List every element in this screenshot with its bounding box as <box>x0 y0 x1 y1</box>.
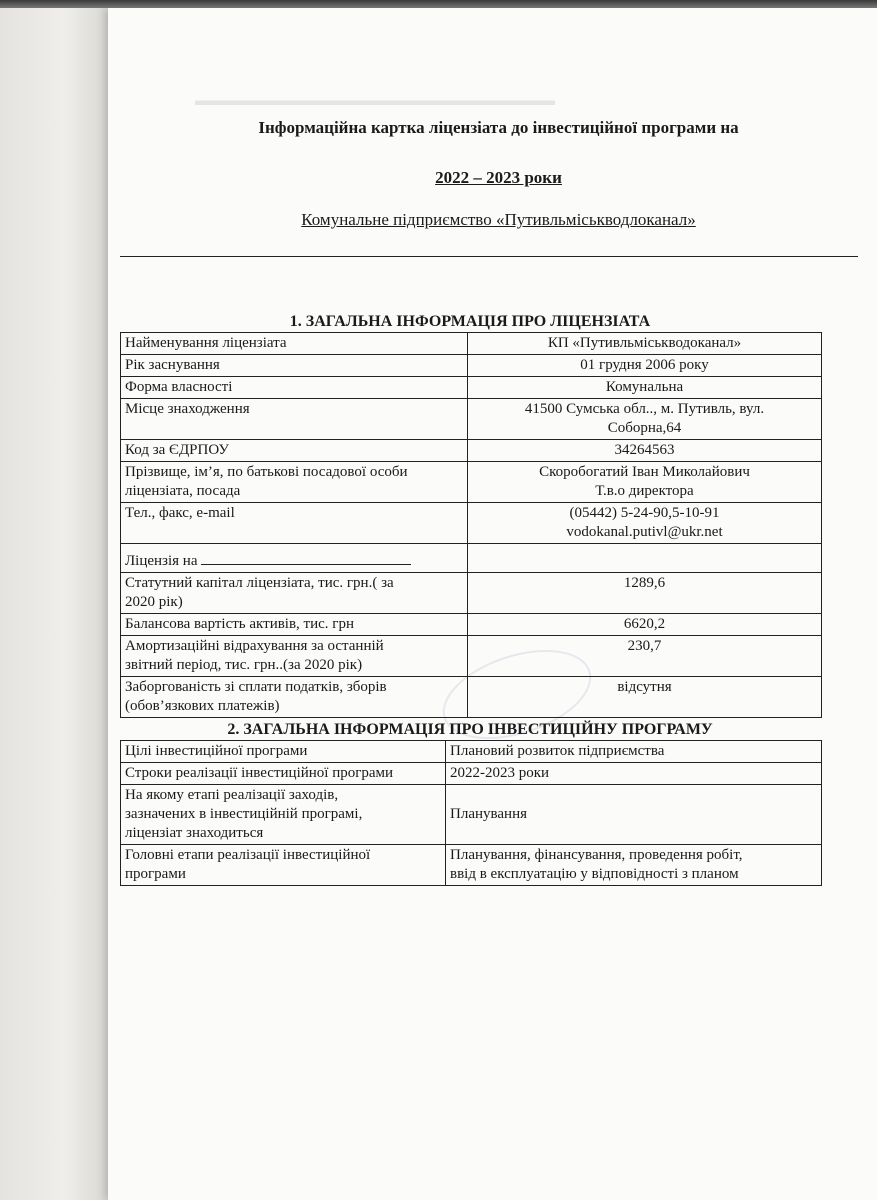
company-name: Комунальне підприємство «Путивльміськводлоканал» <box>301 210 696 229</box>
table-row <box>121 573 822 614</box>
address-line-2: Соборна,64 <box>607 420 682 436</box>
address-line-1: 41500 Сумська обл.., м. Путивль, вул. <box>524 401 765 417</box>
license-blank-line <box>201 552 411 565</box>
row-value: Комунальна <box>468 377 822 399</box>
row-value: 230,7 <box>468 636 822 677</box>
official-position: Т.в.о директора <box>595 483 694 499</box>
label-line-1: Амортизаційні відрахування за останній <box>125 638 384 654</box>
row-value: 1289,6 <box>468 573 822 614</box>
label-line-3: ліцензіат знаходиться <box>125 825 264 841</box>
row-label <box>121 785 446 845</box>
row-label: Форма власності <box>121 377 468 399</box>
table-row <box>121 440 822 462</box>
value-line-2: ввід в експлуатацію у відповідності з планом <box>450 866 739 882</box>
scan-top-border <box>0 0 877 8</box>
row-label: Код за ЄДРПОУ <box>121 440 468 462</box>
row-label: Тел., факс, e-mail <box>121 503 468 544</box>
title-rule <box>120 256 858 257</box>
table-row <box>121 845 822 886</box>
row-value <box>468 503 822 544</box>
row-value <box>468 462 822 503</box>
row-label <box>121 462 468 503</box>
row-value: 2022-2023 роки <box>446 763 822 785</box>
row-value: відсутня <box>468 677 822 718</box>
table-row <box>121 677 822 718</box>
table-row <box>121 333 822 355</box>
table-row <box>121 462 822 503</box>
row-value: 6620,2 <box>468 614 822 636</box>
official-name: Скоробогатий Іван Миколайович <box>539 464 750 480</box>
row-label: Найменування ліцензіата <box>121 333 468 355</box>
bleed-through: ▬▬▬▬▬▬▬▬▬▬▬▬▬▬▬▬▬▬▬▬▬▬▬▬ <box>195 92 555 109</box>
label-line-2: (обов’язкових платежів) <box>125 698 280 714</box>
row-label: Місце знаходження <box>121 399 468 440</box>
table-row <box>121 399 822 440</box>
row-label <box>121 845 446 886</box>
row-value <box>446 845 822 886</box>
table-row <box>121 503 822 544</box>
row-label <box>121 544 468 573</box>
row-label <box>121 677 468 718</box>
row-label <box>121 573 468 614</box>
license-label: Ліцензія на <box>125 553 198 569</box>
label-line-2: звітний період, тис. грн..(за 2020 рік) <box>125 657 363 673</box>
investment-program-table <box>120 740 822 886</box>
value-line-1: Планування, фінансування, проведення робіт, <box>450 847 743 863</box>
table-row <box>121 544 822 573</box>
label-line-2: ліцензіата, посада <box>125 483 241 499</box>
row-label: Балансова вартість активів, тис. грн <box>121 614 468 636</box>
phone-fax: (05442) 5-24-90,5-10-91 <box>569 505 720 521</box>
table-row <box>121 377 822 399</box>
section1-title: 1. ЗАГАЛЬНА ІНФОРМАЦІЯ ПРО ЛІЦЕНЗІАТА <box>289 313 651 330</box>
label-line-1: Головні етапи реалізації інвестиційної <box>125 847 371 863</box>
document-years: 2022 – 2023 роки <box>435 168 562 187</box>
label-line-2: зазначених в інвестиційній програмі, <box>125 806 363 822</box>
label-line-2: 2020 рік) <box>125 594 183 610</box>
table-row <box>121 741 822 763</box>
row-value <box>468 544 822 573</box>
table-row <box>121 763 822 785</box>
section2-title: 2. ЗАГАЛЬНА ІНФОРМАЦІЯ ПРО ІНВЕСТИЦІЙНУ ПРОГРАМУ <box>227 721 713 738</box>
row-value: КП «Путивльміськводоканал» <box>468 333 822 355</box>
label-line-1: Прізвище, ім’я, по батькові посадової особи <box>125 464 408 480</box>
label-line-1: Статутний капітал ліцензіата, тис. грн.( за <box>125 575 394 591</box>
licensee-info-table <box>120 332 822 718</box>
row-value: 01 грудня 2006 року <box>468 355 822 377</box>
row-value <box>468 399 822 440</box>
email: vodokanal.putivl@ukr.net <box>566 524 723 540</box>
label-line-1: Заборгованість зі сплати податків, зборів <box>125 679 387 695</box>
row-label <box>121 636 468 677</box>
table-row <box>121 355 822 377</box>
table-row <box>121 636 822 677</box>
row-label: Рік заснування <box>121 355 468 377</box>
row-label: Цілі інвестиційної програми <box>121 741 446 763</box>
row-value: Планування <box>446 785 822 845</box>
row-value: 34264563 <box>468 440 822 462</box>
row-value: Плановий розвиток підприємства <box>446 741 822 763</box>
document-title: Інформаційна картка ліцензіата до інвестиційної програми на <box>258 118 739 137</box>
row-label: Строки реалізації інвестиційної програми <box>121 763 446 785</box>
label-line-1: На якому етапі реалізації заходів, <box>125 787 339 803</box>
table-row <box>121 785 822 845</box>
label-line-2: програми <box>125 866 186 882</box>
table-row <box>121 614 822 636</box>
